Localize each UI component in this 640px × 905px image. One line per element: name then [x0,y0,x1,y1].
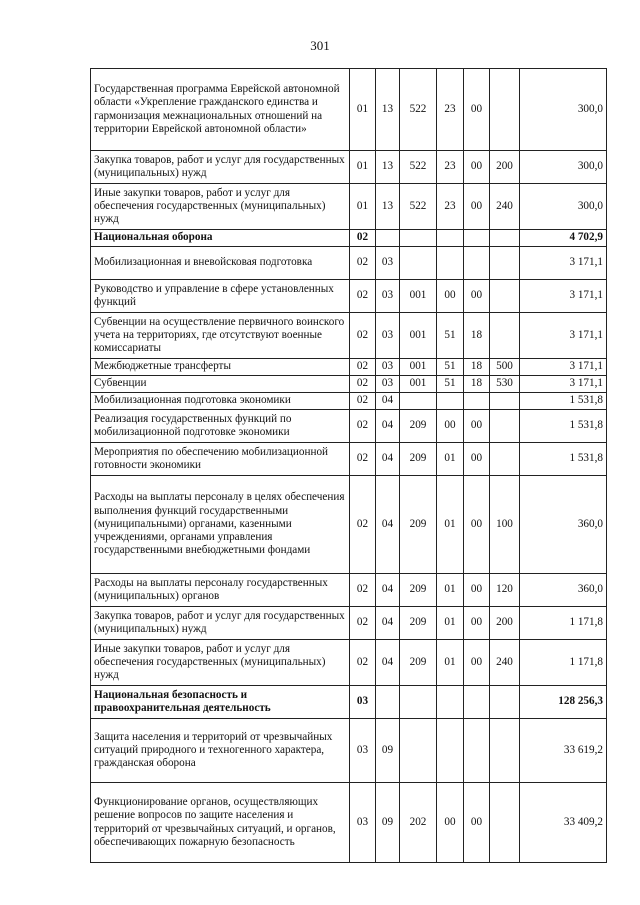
target-article-code-1 [400,686,437,719]
target-article-code-1: 522 [400,151,437,184]
section-code: 02 [350,574,376,607]
item-name: Мобилизационная подготовка экономики [91,393,350,410]
target-article-code-2: 00 [437,783,464,863]
subsection-code: 13 [376,184,400,230]
target-article-code-3: 00 [464,574,490,607]
amount: 1 531,8 [520,443,607,476]
section-code: 01 [350,151,376,184]
target-article-code-3 [464,686,490,719]
subsection-code [376,230,400,247]
amount: 33 409,2 [520,783,607,863]
target-article-code-1: 209 [400,574,437,607]
target-article-code-1: 209 [400,443,437,476]
item-name: Субвенции на осуществление первичного воинского учета на территориях, где отсутствуют военные комиссариаты [91,313,350,359]
target-article-code-2: 01 [437,443,464,476]
amount: 3 171,1 [520,247,607,280]
section-code: 02 [350,230,376,247]
table-row [91,359,607,376]
target-article-code-3: 18 [464,359,490,376]
table-row [91,313,607,359]
amount: 128 256,3 [520,686,607,719]
table-body [91,69,607,863]
section-code: 03 [350,686,376,719]
target-article-code-3: 00 [464,151,490,184]
target-article-code-1: 001 [400,359,437,376]
target-article-code-3 [464,247,490,280]
subsection-code: 09 [376,719,400,783]
table-row [91,783,607,863]
section-code: 03 [350,719,376,783]
section-code: 01 [350,184,376,230]
target-article-code-2 [437,719,464,783]
expense-type-code [490,719,520,783]
item-name: Иные закупки товаров, работ и услуг для обеспечения государственных (муниципальных) нужд [91,640,350,686]
target-article-code-3: 00 [464,184,490,230]
table-row [91,230,607,247]
table-row [91,151,607,184]
target-article-code-1: 522 [400,69,437,151]
expense-type-code: 100 [490,476,520,574]
item-name: Субвенции [91,376,350,393]
table-row [91,640,607,686]
expense-type-code [490,313,520,359]
table-row [91,607,607,640]
table-row [91,443,607,476]
target-article-code-1: 001 [400,313,437,359]
item-name: Функционирование органов, осуществляющих решение вопросов по защите населения и территорий от чрезвычайных ситуаций, и органов, обеспечивающих пожарную безопасность [91,783,350,863]
target-article-code-2 [437,247,464,280]
target-article-code-2: 01 [437,574,464,607]
expense-type-code: 530 [490,376,520,393]
target-article-code-1: 001 [400,376,437,393]
target-article-code-2: 23 [437,69,464,151]
item-name: Межбюджетные трансферты [91,359,350,376]
target-article-code-3: 00 [464,476,490,574]
target-article-code-2: 01 [437,607,464,640]
section-code: 02 [350,393,376,410]
page-number: 301 [310,38,330,53]
section-code: 02 [350,280,376,313]
expense-type-code [490,69,520,151]
target-article-code-2: 51 [437,359,464,376]
subsection-code: 09 [376,783,400,863]
amount: 1 171,8 [520,607,607,640]
table-row [91,184,607,230]
target-article-code-2: 51 [437,376,464,393]
target-article-code-1 [400,230,437,247]
expense-type-code [490,686,520,719]
item-name: Расходы на выплаты персоналу в целях обеспечения выполнения функций государственными (муниципальными) органами, казенными учреждениями, органами управления государственными внебюджетными фондами [91,476,350,574]
item-name: Иные закупки товаров, работ и услуг для обеспечения государственных (муниципальных) нужд [91,184,350,230]
amount: 360,0 [520,574,607,607]
table-row [91,376,607,393]
amount: 3 171,1 [520,359,607,376]
table-row [91,393,607,410]
target-article-code-2: 23 [437,151,464,184]
table-row [91,574,607,607]
subsection-code: 04 [376,607,400,640]
budget-table [90,68,607,863]
expense-type-code: 200 [490,151,520,184]
expense-type-code [490,280,520,313]
subsection-code: 04 [376,574,400,607]
amount: 300,0 [520,69,607,151]
subsection-code: 03 [376,359,400,376]
subsection-code: 03 [376,376,400,393]
amount: 3 171,1 [520,280,607,313]
table-row [91,280,607,313]
target-article-code-3 [464,393,490,410]
expense-type-code [490,393,520,410]
subsection-code: 04 [376,410,400,443]
target-article-code-2 [437,230,464,247]
expense-type-code: 200 [490,607,520,640]
section-code: 02 [350,640,376,686]
expense-type-code [490,247,520,280]
section-code: 03 [350,783,376,863]
target-article-code-1: 209 [400,640,437,686]
table-row [91,69,607,151]
amount: 4 702,9 [520,230,607,247]
item-name: Национальная безопасность и правоохранительная деятельность [91,686,350,719]
subsection-code: 13 [376,69,400,151]
target-article-code-3 [464,719,490,783]
target-article-code-3: 00 [464,280,490,313]
target-article-code-1 [400,719,437,783]
subsection-code: 04 [376,443,400,476]
target-article-code-2: 01 [437,476,464,574]
target-article-code-1: 522 [400,184,437,230]
item-name: Национальная оборона [91,230,350,247]
target-article-code-2: 23 [437,184,464,230]
section-code: 02 [350,359,376,376]
subsection-code: 04 [376,640,400,686]
expense-type-code [490,230,520,247]
target-article-code-2 [437,686,464,719]
target-article-code-2: 01 [437,640,464,686]
section-code: 01 [350,69,376,151]
amount: 1 171,8 [520,640,607,686]
expense-type-code: 240 [490,184,520,230]
subsection-code: 13 [376,151,400,184]
target-article-code-3: 00 [464,640,490,686]
table-row [91,410,607,443]
subsection-code: 03 [376,247,400,280]
expense-type-code: 120 [490,574,520,607]
target-article-code-3: 00 [464,443,490,476]
target-article-code-1: 209 [400,607,437,640]
expense-type-code: 500 [490,359,520,376]
target-article-code-3: 18 [464,376,490,393]
table-row [91,247,607,280]
expense-type-code [490,783,520,863]
target-article-code-3: 00 [464,607,490,640]
expense-type-code [490,443,520,476]
table-row [91,719,607,783]
amount: 360,0 [520,476,607,574]
table-row [91,476,607,574]
section-code: 02 [350,247,376,280]
item-name: Государственная программа Еврейской автономной области «Укрепление гражданского единства и гармонизация межнациональных отношений на территории Еврейской автономной области» [91,69,350,151]
target-article-code-1: 209 [400,410,437,443]
amount: 300,0 [520,184,607,230]
target-article-code-2: 00 [437,410,464,443]
target-article-code-3: 00 [464,69,490,151]
target-article-code-1 [400,393,437,410]
item-name: Закупка товаров, работ и услуг для государственных (муниципальных) нужд [91,607,350,640]
expense-type-code [490,410,520,443]
target-article-code-1: 209 [400,476,437,574]
subsection-code: 03 [376,313,400,359]
target-article-code-2: 51 [437,313,464,359]
item-name: Мобилизационная и вневойсковая подготовка [91,247,350,280]
target-article-code-3: 00 [464,410,490,443]
expense-type-code: 240 [490,640,520,686]
item-name: Защита населения и территорий от чрезвычайных ситуаций природного и техногенного характера, гражданская оборона [91,719,350,783]
amount: 33 619,2 [520,719,607,783]
subsection-code: 04 [376,393,400,410]
amount: 3 171,1 [520,313,607,359]
amount: 3 171,1 [520,376,607,393]
item-name: Руководство и управление в сфере установленных функций [91,280,350,313]
amount: 300,0 [520,151,607,184]
item-name: Мероприятия по обеспечению мобилизационной готовности экономики [91,443,350,476]
section-code: 02 [350,443,376,476]
target-article-code-1: 001 [400,280,437,313]
target-article-code-1 [400,247,437,280]
target-article-code-2 [437,393,464,410]
subsection-code [376,686,400,719]
target-article-code-2: 00 [437,280,464,313]
section-code: 02 [350,313,376,359]
section-code: 02 [350,376,376,393]
section-code: 02 [350,476,376,574]
target-article-code-3 [464,230,490,247]
subsection-code: 03 [376,280,400,313]
target-article-code-3: 18 [464,313,490,359]
amount: 1 531,8 [520,410,607,443]
target-article-code-1: 202 [400,783,437,863]
subsection-code: 04 [376,476,400,574]
item-name: Расходы на выплаты персоналу государственных (муниципальных) органов [91,574,350,607]
target-article-code-3: 00 [464,783,490,863]
amount: 1 531,8 [520,393,607,410]
section-code: 02 [350,410,376,443]
item-name: Реализация государственных функций по мобилизационной подготовке экономики [91,410,350,443]
item-name: Закупка товаров, работ и услуг для государственных (муниципальных) нужд [91,151,350,184]
section-code: 02 [350,607,376,640]
table-row [91,686,607,719]
